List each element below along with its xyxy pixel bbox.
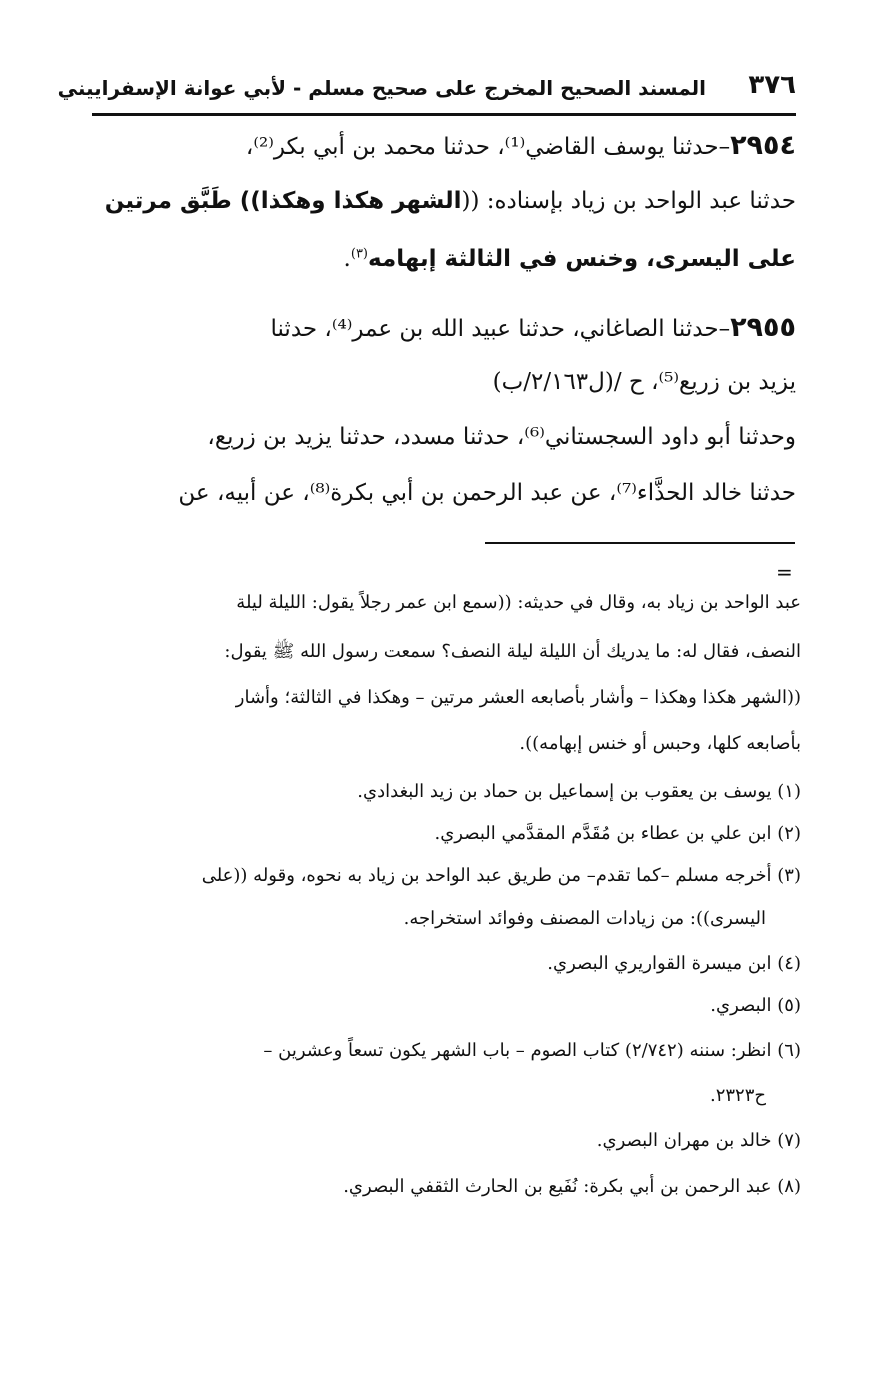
hadith-2954-text-1: –حدثنا يوسف القاضي⁽¹⁾، حدثنا محمد بن أبي بكر⁽²⁾، [245, 134, 731, 160]
hadith-2954-footnote-ref: (٣) [350, 246, 368, 262]
footnote-3-continued: اليسرى)): من زيادات المصنف وفوائد استخراجه. [403, 908, 766, 929]
hadith-2954-text-3: على اليسرى، وخنس في الثالثة إبهامه [368, 246, 796, 272]
footnote-5: (٥) البصري. [710, 995, 801, 1016]
hadith-2955-line-1 [96, 312, 796, 343]
hadith-2954-text-2a: حدثنا عبد الواحد بن زياد بإسناده: (( [461, 188, 796, 214]
footnote-8: (٨) عبد الرحمن بن أبي بكرة: نُفَيع بن الحارث الثقفي البصري. [343, 1176, 801, 1197]
footnote-continuation-line-2: النصف، فقال له: ما يدريك أن الليلة ليلة النصف؟ سمعت رسول الله ﷺ يقول: [224, 641, 801, 662]
page-number: ٣٧٦ [748, 70, 796, 100]
hadith-2955-line-3: وحدثنا أبو داود السجستاني⁽⁶⁾، حدثنا مسدد، حدثنا يزيد بن زريع، [207, 424, 796, 450]
hadith-2954-line-3 [96, 246, 796, 272]
hadith-number-2954: ٢٩٥٤ [730, 130, 796, 161]
footnote-7: (٧) خالد بن مهران البصري. [596, 1130, 801, 1151]
hadith-2954-line-2 [96, 188, 796, 214]
hadith-2955-text-1: –حدثنا الصاغاني، حدثنا عبيد الله بن عمر⁽⁴⁾، حدثنا [270, 316, 731, 342]
footnote-3: (٣) أخرجه مسلم –كما تقدم– من طريق عبد الواحد بن زياد به نحوه، وقوله ((على [201, 865, 801, 886]
footnote-continuation-line-1: عبد الواحد بن زياد به، وقال في حديثه: ((سمع ابن عمر رجلاً يقول: الليلة ليلة [236, 592, 801, 613]
running-header [57, 70, 796, 110]
hadith-2954-line-1 [96, 130, 796, 161]
footnote-continuation-line-4: بأصابعه كلها، وحبس أو خنس إبهامه)). [519, 733, 801, 754]
footnote-separator [485, 542, 795, 544]
footnote-1: (١) يوسف بن يعقوب بن إسماعيل بن حماد بن زيد البغدادي. [357, 781, 801, 802]
hadith-2954-text-2b: الشهر هكذا وهكذا)) طَبَّق مرتين [104, 188, 462, 214]
footnote-continuation-line-3: ((الشهر هكذا وهكذا – وأشار بأصابعه العشر مرتين – وهكذا في الثالثة؛ وأشار [235, 687, 801, 708]
book-title: المسند الصحيح المخرج على صحيح مسلم - لأبي عوانة الإسفراييني [57, 76, 706, 100]
header-rule [92, 113, 796, 116]
hadith-number-2955: ٢٩٥٥ [730, 312, 796, 343]
footnote-6: (٦) انظر: سننه (٢/٧٤٢) كتاب الصوم – باب الشهر يكون تسعاً وعشرين – [263, 1040, 801, 1061]
continuation-mark: = [776, 560, 793, 584]
hadith-2955-line-4: حدثنا خالد الحذَّاء⁽⁷⁾، عن عبد الرحمن بن أبي بكرة⁽⁸⁾، عن أبيه، عن [178, 480, 796, 506]
footnote-6-continued: ح٢٣٢٣. [709, 1085, 766, 1106]
hadith-2954-text-3-end: . [343, 246, 351, 272]
footnote-4: (٤) ابن ميسرة القواريري البصري. [547, 953, 801, 974]
hadith-2955-line-2: يزيد بن زريع⁽⁵⁾، ح /(ل٢/١٦٣/ب) [492, 369, 796, 395]
footnote-2: (٢) ابن علي بن عطاء بن مُقَدَّم المقدَّمي البصري. [434, 823, 801, 844]
